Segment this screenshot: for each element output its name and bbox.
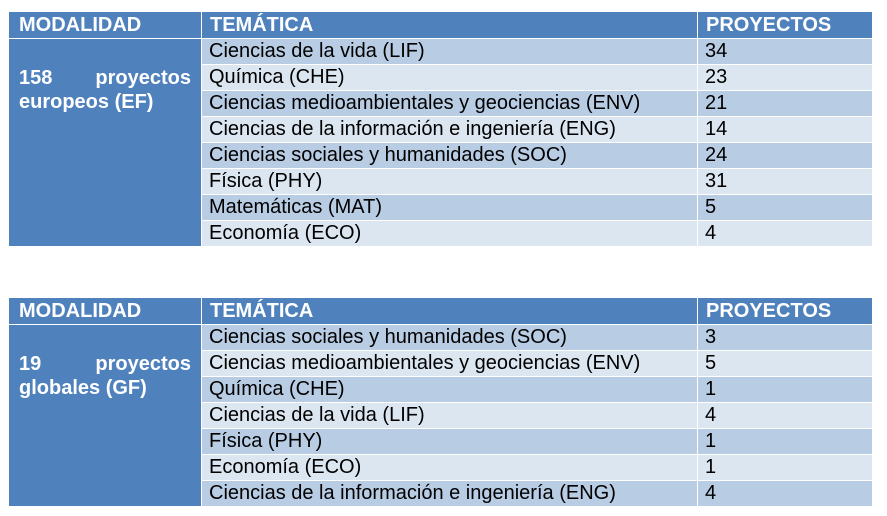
count-cell: 1: [698, 455, 873, 481]
header-proyectos: PROYECTOS: [698, 12, 873, 39]
theme-cell: Química (CHE): [202, 65, 698, 91]
count-cell: 4: [698, 403, 873, 429]
count-cell: 14: [698, 117, 873, 143]
modality-cell: 158 proyectos europeos (EF): [9, 39, 202, 247]
count-cell: 5: [698, 351, 873, 377]
table-european-projects: [8, 11, 873, 247]
theme-cell: Ciencias de la vida (LIF): [202, 403, 698, 429]
theme-cell: Física (PHY): [202, 429, 698, 455]
header-modalidad: MODALIDAD: [9, 298, 202, 325]
header-row: [9, 12, 873, 39]
modality-cell: 19 proyectos globales (GF): [9, 325, 202, 507]
count-cell: 21: [698, 91, 873, 117]
theme-cell: Economía (ECO): [202, 455, 698, 481]
header-modalidad: MODALIDAD: [9, 12, 202, 39]
header-proyectos: PROYECTOS: [698, 298, 873, 325]
header-tematica: TEMÁTICA: [202, 12, 698, 39]
count-cell: 31: [698, 169, 873, 195]
count-cell: 1: [698, 377, 873, 403]
header-tematica: TEMÁTICA: [202, 298, 698, 325]
theme-cell: Química (CHE): [202, 377, 698, 403]
count-cell: 24: [698, 143, 873, 169]
theme-cell: Ciencias de la información e ingeniería (ENG): [202, 117, 698, 143]
count-cell: 23: [698, 65, 873, 91]
theme-cell: Ciencias sociales y humanidades (SOC): [202, 325, 698, 351]
table-global-projects: [8, 297, 873, 507]
theme-cell: Ciencias de la vida (LIF): [202, 39, 698, 65]
theme-cell: Ciencias de la información e ingeniería (ENG): [202, 481, 698, 507]
table-row: [9, 325, 873, 351]
table-row: [9, 39, 873, 65]
count-cell: 5: [698, 195, 873, 221]
count-cell: 1: [698, 429, 873, 455]
count-cell: 4: [698, 221, 873, 247]
theme-cell: Física (PHY): [202, 169, 698, 195]
header-row: [9, 298, 873, 325]
theme-cell: Ciencias medioambientales y geociencias (ENV): [202, 91, 698, 117]
theme-cell: Ciencias medioambientales y geociencias (ENV): [202, 351, 698, 377]
theme-cell: Economía (ECO): [202, 221, 698, 247]
count-cell: 3: [698, 325, 873, 351]
count-cell: 4: [698, 481, 873, 507]
theme-cell: Matemáticas (MAT): [202, 195, 698, 221]
theme-cell: Ciencias sociales y humanidades (SOC): [202, 143, 698, 169]
count-cell: 34: [698, 39, 873, 65]
